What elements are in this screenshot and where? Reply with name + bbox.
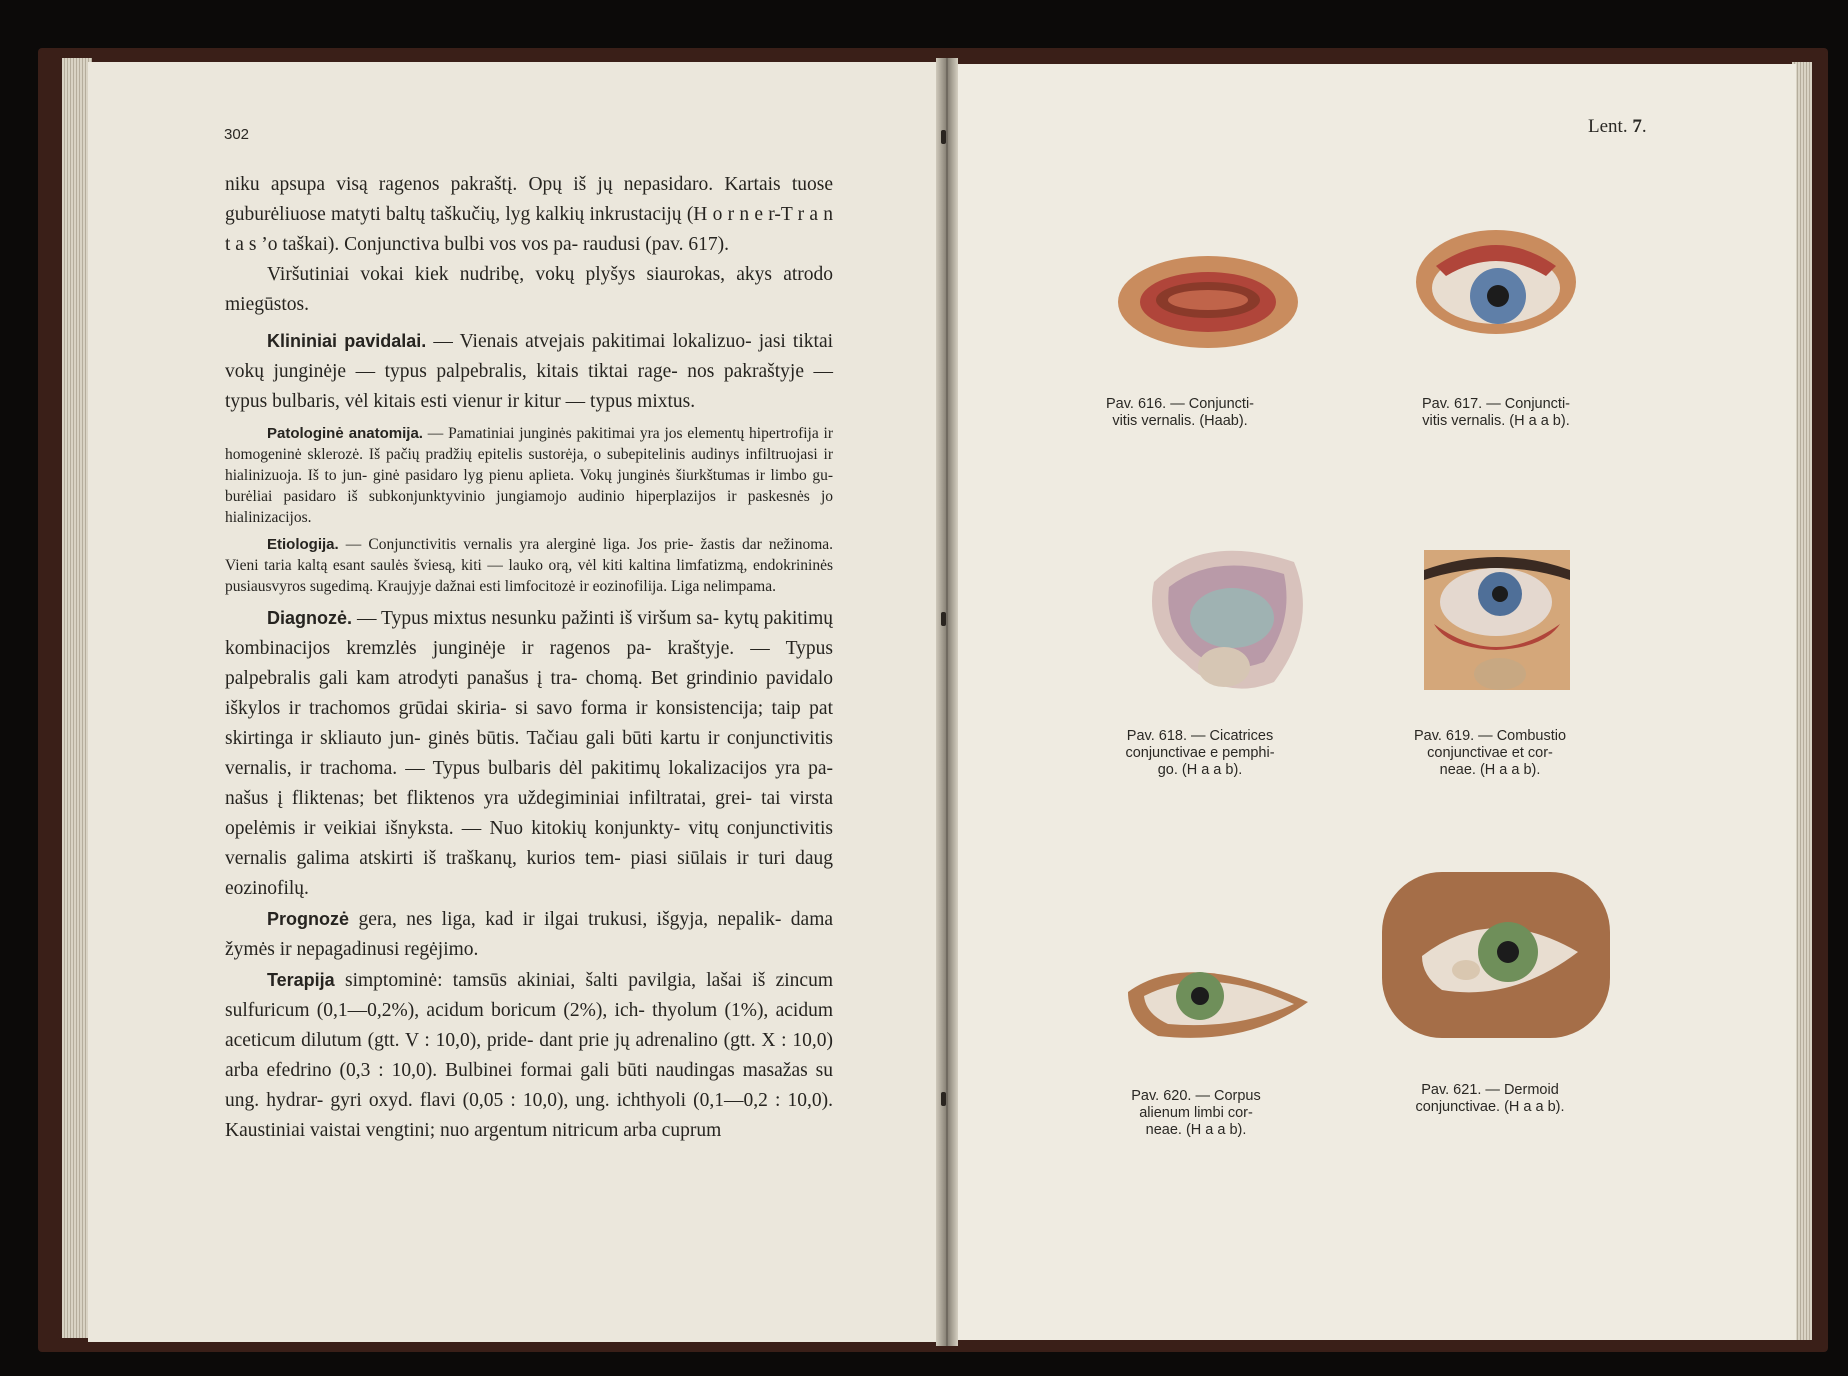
text-line: našus į fliktenas; bet fliktenos yra uždegiminiai infiltratai, grei- xyxy=(225,788,752,809)
section-klinikiniai xyxy=(225,326,833,417)
caption-line: conjunctivae. (H a a b). xyxy=(1415,1099,1565,1115)
text-line: thyolum (1%), acidum aceticum dilutum (gtt. V : 10,0), pride- xyxy=(225,1000,833,1051)
text-line: vitų conjunctivitis vernalis galima atskirti iš traškanų, kurios tem- xyxy=(225,818,833,869)
text-line: dant prie jų adrenalino (gtt. X : 10,0) arba efedrino (0,3 : 10,0). xyxy=(225,1030,833,1081)
text-line: — Conjunctivitis vernalis yra alerginė liga. Jos prie- xyxy=(345,536,694,553)
text-line: kytų pakitimų kombinacijos kremzlės junginėje ir ragenos pa- xyxy=(225,608,833,659)
book-gutter xyxy=(936,58,958,1346)
text-line: Kraujyje dažnai esti limfocitozė ir eozinofilija. Liga nelimpama. xyxy=(376,578,776,595)
section-terapija xyxy=(225,965,833,1146)
left-page-text xyxy=(225,170,833,1146)
text-line: iš zincum sulfuricum (0,1—0,2%), acidum boricum (2%), ich- xyxy=(225,970,833,1021)
text-line: typus mixtus. xyxy=(590,391,696,412)
text-line: tuose guburėliuose matyti baltų taškučių, lyg kalkių inkrustacijų xyxy=(225,174,833,225)
text-line: elementų hipertrofija ir homogeninė sklerozė. Iš pačių pradžių epitelis xyxy=(225,425,834,463)
caption-line: Pav. 621. — Dermoid xyxy=(1421,1082,1559,1098)
text-line: — Vienais atvejais pakitimai lokalizuo- xyxy=(433,331,752,352)
figure-618-caption xyxy=(1110,728,1290,779)
text-line: trachoma. — Typus bulbaris dėl pakitimų lokalizacijos yra pa- xyxy=(319,758,833,779)
text-line: dama žymės ir nepagadinusi regėjimo. xyxy=(225,909,834,960)
section-heading: Terapija xyxy=(267,970,335,990)
plate-label-text: Lent. xyxy=(1588,116,1628,137)
text-line: — Typus mixtus nesunku pažinti iš viršum sa- xyxy=(356,608,720,629)
text-line: (H o r n e r-T r a n t a s ’o taškai). Conjunctiva bulbi vos vos pa- xyxy=(225,204,834,255)
caption-line: neae. (H a a b). xyxy=(1145,1122,1247,1138)
text-line: jasi tiktai vokų junginėje — typus palpebralis, kitais tiktai rage- xyxy=(225,331,834,382)
text-line: paskesnės jo hialinizacijos. xyxy=(225,488,833,526)
text-line: tai virsta opelėmis ir veikiai išnyksta. — Nuo kitokių konjunkty- xyxy=(225,788,833,839)
caption-line: Pav. 619. — Combustio xyxy=(1413,728,1567,744)
plate-number: 7 xyxy=(1632,116,1642,137)
text-line: gera, nes liga, kad ir ilgai trukusi, išgyja, nepalik- xyxy=(358,909,782,930)
caption-line: conjunctivae et cor- xyxy=(1427,745,1553,761)
figure-620-eye-illustration xyxy=(1128,952,1308,1044)
caption-line: Pav. 620. — Corpus xyxy=(1131,1088,1261,1104)
caption-line: Pav. 616. — Conjuncti- xyxy=(1105,396,1255,412)
section-diagnoze xyxy=(225,603,833,904)
caption-line: vitis vernalis. (H a a b). xyxy=(1422,413,1570,429)
text-line: Kaustiniai vaistai vengtini; nuo argentum nitricum arba cuprum xyxy=(225,1120,722,1141)
text-line: ginės būtis. Tačiau gali būti kartu ir conjunctivitis vernalis, ir xyxy=(225,728,834,779)
text-line: Bulbinei formai gali būti naudingas masažas su ung. hydrar- xyxy=(225,1060,833,1111)
caption-line: conjunctivae e pemphi- xyxy=(1125,745,1275,761)
text-line: kraštyje. — Typus palpebralis gali kam atrodyti panašus į tra- xyxy=(225,638,834,689)
caption-line: Pav. 618. — Cicatrices xyxy=(1126,728,1274,744)
plate-label: Lent. 7. xyxy=(1588,116,1647,137)
section-etiologija xyxy=(225,534,833,597)
text-line: si savo forma ir konsistencija; taip pat skirtinga ir skliauto jun- xyxy=(225,698,833,749)
section-heading: Klininiai pavidalai. xyxy=(267,331,427,351)
binding-stitch xyxy=(941,612,946,626)
figure-617-caption xyxy=(1406,396,1586,430)
section-heading: Etiologija. xyxy=(267,536,339,553)
text-line: chomą. Bet grindinio pavidalo iškylos ir trachomos grūdai skiria- xyxy=(225,668,833,719)
text-line: nos pakraštyje — typus bulbaris, vėl kitais esti vienur ir kitur — xyxy=(225,361,833,412)
text-line: sustorėja, o subepitelinis audinys infiltruojasi ir hialinizuoja. Iš to jun- xyxy=(225,446,834,484)
figure-619-caption xyxy=(1400,728,1580,779)
text-line: atrodo miegūstos. xyxy=(225,264,834,315)
figure-619-eye-illustration xyxy=(1424,550,1570,690)
section-heading: Diagnozė. xyxy=(267,608,353,628)
binding-stitch xyxy=(941,1092,946,1106)
text-line: piasi siūlais ir turi daug eozinofilų. xyxy=(225,848,834,899)
right-page xyxy=(950,64,1796,1340)
binding-stitch xyxy=(941,130,946,144)
text-line: simptominė: tamsūs akiniai, šalti pavilgia, lašai xyxy=(345,970,742,991)
figure-621-caption xyxy=(1400,1082,1580,1116)
section-patologine xyxy=(225,423,833,528)
paragraph-intro xyxy=(225,170,833,260)
caption-line: Pav. 617. — Conjuncti- xyxy=(1421,396,1571,412)
figure-616-caption xyxy=(1090,396,1270,430)
text-line: niku apsupa visą ragenos pakraštį. Opų iš jų nepasidaro. Kartais xyxy=(225,174,781,195)
text-line: orą, vėl kiti kaltina limfatizmą, endokrininės pusiausvyros sugedimą. xyxy=(225,557,834,595)
text-line: — Pamatiniai junginės pakitimai yra jos xyxy=(427,425,683,442)
figure-616-eye-illustration xyxy=(1118,250,1298,350)
caption-line: neae. (H a a b). xyxy=(1439,762,1541,778)
section-prognoze xyxy=(225,904,833,965)
text-line: gyri oxyd. flavi (0,05 : 10,0), ung. ichthyoli (0,1—0,2 : 10,0). xyxy=(330,1090,834,1111)
text-line: burėliai pasidaro iš subkonjunktyvinio jungiamojo audinio hiperplazijos ir xyxy=(225,488,737,505)
caption-line: go. (H a a b). xyxy=(1157,762,1243,778)
page-number: 302 xyxy=(224,126,250,143)
figure-621-eye-illustration xyxy=(1382,872,1610,1038)
paragraph-eyelids xyxy=(225,260,833,320)
caption-line: alienum limbi cor- xyxy=(1139,1105,1253,1121)
text-line: žastis dar nežinoma. Vieni taria kaltą esant saulės šviesą, kiti — lauko xyxy=(225,536,834,574)
figure-617-eye-illustration xyxy=(1416,226,1576,336)
section-heading: Patologinė anatomija. xyxy=(267,425,423,442)
caption-line: vitis vernalis. (Haab). xyxy=(1112,413,1248,429)
text-line: Viršutiniai vokai kiek nudribę, vokų plyšys siaurokas, akys xyxy=(267,264,772,285)
text-line: ginė pasidaro lyg pienu aplieta. Vokų junginės šiurkštumas ir limbo gu- xyxy=(372,467,834,484)
figure-618-eye-illustration xyxy=(1144,542,1312,694)
section-heading: Prognozė xyxy=(267,909,350,929)
figure-620-caption xyxy=(1106,1088,1286,1139)
text-line: raudusi (pav. 617). xyxy=(583,234,730,255)
